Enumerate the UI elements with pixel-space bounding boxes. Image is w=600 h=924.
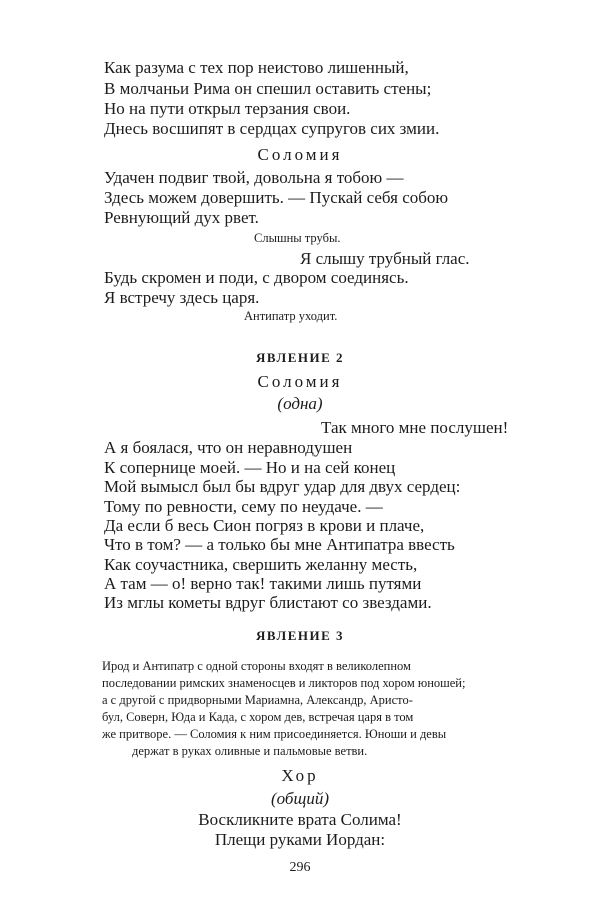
verse-line: Что в том? — а только бы мне Антипатра ввесть xyxy=(104,535,455,554)
verse-line: Днесь восшипят в сердцах супругов сих змии. xyxy=(104,119,440,138)
verse-line: Плещи руками Иордан: xyxy=(214,830,386,849)
verse-line: Так много мне послушен! xyxy=(321,418,509,437)
verse-line: Тому по ревности, сему по неудаче. — xyxy=(104,497,383,516)
stage-direction-line: Ирод и Антипатр с одной стороны входят в великолепном xyxy=(102,659,411,673)
stage-direction: Антипатр уходит. xyxy=(244,309,338,323)
verse-line: Как соучастника, свершить желанну месть, xyxy=(104,555,418,574)
stage-direction-line: бул, Соверн, Юда и Када, с хором дев, встречая царя в том xyxy=(102,710,414,724)
verse-line: Как разума с тех пор неистово лишенный, xyxy=(104,58,409,77)
stage-direction-line: держат в руках оливные и пальмовые ветви. xyxy=(132,744,368,758)
verse-line: Здесь можем довершить. — Пускай себя собою xyxy=(104,188,449,207)
verse-line: А там — о! верно так! такими лишь путями xyxy=(104,574,422,593)
verse-line: Мой вымысл был бы вдруг удар для двух сердец: xyxy=(104,477,461,496)
stage-direction-line: же притворе. — Соломия к ним присоединяется. Юноши и девы xyxy=(102,727,447,741)
stage-direction: Слышны трубы. xyxy=(254,231,341,245)
speaker-name: Соломия xyxy=(257,372,343,391)
verse-line: К сопернице моей. — Но и на сей конец xyxy=(104,458,396,477)
verse-line: В молчаньи Рима он спешил оставить стены; xyxy=(104,79,432,98)
verse-line: Будь скромен и поди, с двором соединясь. xyxy=(104,268,409,287)
stage-direction-line: а с другой с придворными Мариамна, Александр, Аристо- xyxy=(102,693,413,707)
verse-line: Но на пути открыл терзания свои. xyxy=(104,99,351,118)
speaker-name: Хор xyxy=(281,766,319,785)
verse-line: Да если б весь Сион погряз в крови и плаче, xyxy=(104,516,425,535)
speaker-name: Соломия xyxy=(257,145,343,164)
verse-line: А я боялася, что он неравнодушен xyxy=(104,438,353,457)
speaker-note: (одна) xyxy=(277,394,323,413)
verse-line: Из мглы кометы вдруг блистают со звездами. xyxy=(104,593,432,612)
page-number: 296 xyxy=(289,860,311,875)
verse-line: Я слышу трубный глас. xyxy=(300,249,470,268)
speaker-note: (общий) xyxy=(271,789,329,808)
verse-line: Воскликните врата Солима! xyxy=(198,810,402,829)
verse-line: Ревнующий дух рвет. xyxy=(104,208,259,227)
verse-line: Я встречу здесь царя. xyxy=(104,288,260,307)
scene-heading: ЯВЛЕНИЕ 2 xyxy=(255,350,345,365)
stage-direction-line: последовании римских знаменосцев и ликторов под хором юношей; xyxy=(102,676,466,690)
scene-heading: ЯВЛЕНИЕ 3 xyxy=(255,628,345,643)
verse-line: Удачен подвиг твой, довольна я тобою — xyxy=(104,168,404,187)
